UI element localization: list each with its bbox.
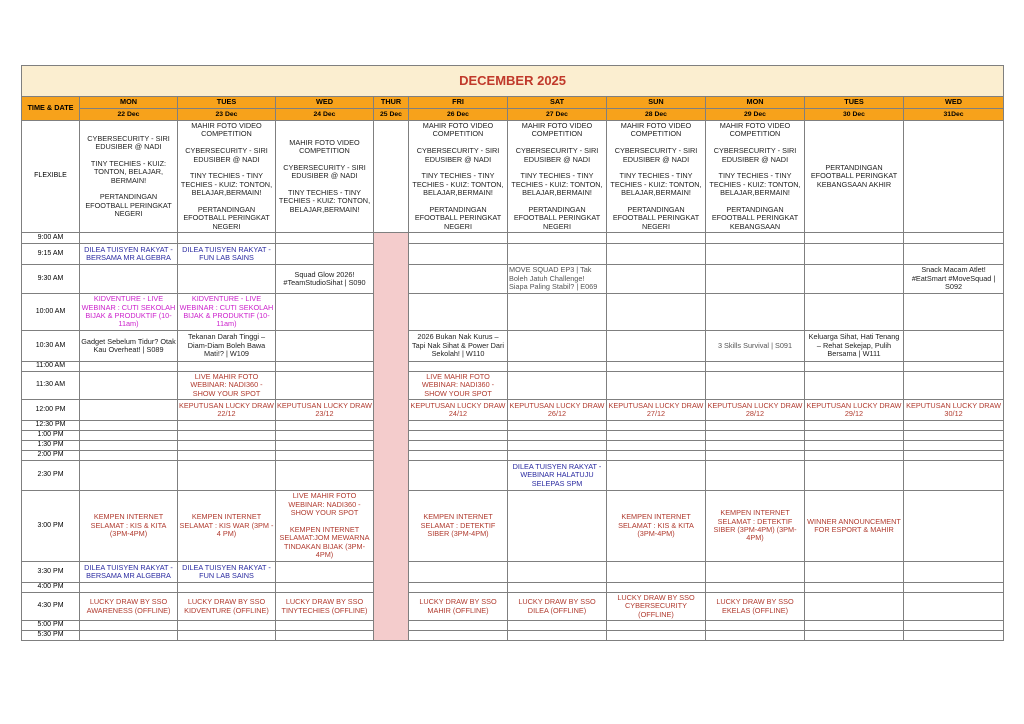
time-slot-label: 11:30 AM: [22, 372, 80, 400]
event-cell: [607, 421, 706, 431]
time-slot-label: 5:30 PM: [22, 631, 80, 641]
date-header: 22 Dec: [80, 109, 178, 121]
event-text: KEMPEN INTERNET SELAMAT : DETEKTIF SIBER (3PM-4PM): [420, 512, 496, 539]
event-cell: [607, 121, 706, 233]
event-cell: [706, 562, 805, 583]
event-cell: [904, 121, 1004, 233]
event-cell: [805, 451, 904, 461]
event-text: MAHIR FOTO VIDEO COMPETITION CYBERSECURITY - SIRI EDUSIBER @ NADI TINY TECHIES - TINY TECHIES - KUIZ: TONTON, BELAJAR,BERMAIN! PERTANDINGAN EFOOTBALL PERINGKAT NEGERI: [412, 120, 504, 231]
event-cell: [706, 121, 805, 233]
event-text: DILEA TUISYEN RAKYAT - BERSAMA MR ALGEBRA: [84, 562, 173, 580]
event-text: Keluarga Sihat, Hati Tenang – Rehat Sekejap, Pulih Bersama | W111: [808, 332, 900, 359]
time-slot-label: 2:30 PM: [22, 461, 80, 491]
schedule-row: [22, 583, 1004, 593]
holiday-column-cell: [374, 233, 409, 641]
day-header: TUES: [805, 97, 904, 109]
event-cell: [80, 593, 178, 621]
event-text: CYBERSECURITY - SIRI EDUSIBER @ NADI TINY TECHIES - KUIZ: TONTON, BELAJAR, BERMAIN! PERTANDINGAN EFOOTBALL PERINGKAT NEGERI: [85, 133, 172, 219]
event-cell: [276, 431, 374, 441]
event-text: Snack Macam Atlet! #EatSmart #MoveSquad | S092: [911, 265, 996, 292]
time-slot-label: 2:00 PM: [22, 451, 80, 461]
schedule-row: [22, 400, 1004, 421]
date-header: 26 Dec: [409, 109, 508, 121]
event-cell: [805, 400, 904, 421]
event-text: KEMPEN INTERNET SELAMAT : KIS WAR (3PM - 4 PM): [179, 512, 274, 539]
event-cell: [178, 265, 276, 294]
time-slot-label: 10:30 AM: [22, 331, 80, 362]
event-text: DILEA TUISYEN RAKYAT - FUN LAB SAINS: [182, 244, 271, 262]
event-cell: [607, 631, 706, 641]
event-text: LUCKY DRAW BY SSO EKELAS (OFFLINE): [716, 597, 794, 615]
event-cell: [508, 421, 607, 431]
date-header: 30 Dec: [805, 109, 904, 121]
time-slot-label: FLEXIBLE: [22, 121, 80, 233]
schedule-row: [22, 372, 1004, 400]
event-cell: [805, 294, 904, 331]
event-cell: [805, 233, 904, 244]
schedule-row: [22, 593, 1004, 621]
event-cell: [276, 451, 374, 461]
day-header: WED: [276, 97, 374, 109]
event-text: MAHIR FOTO VIDEO COMPETITION CYBERSECURITY - SIRI EDUSIBER @ NADI TINY TECHIES - TINY TECHIES - KUIZ: TONTON, BELAJAR,BERMAIN! PERTANDINGAN EFOOTBALL PERINGKAT NEGERI: [511, 120, 603, 231]
event-cell: [178, 362, 276, 372]
event-cell: [607, 372, 706, 400]
event-text: MOVE SQUAD EP3 | Tak Boleh Jatuh Challenge! Siapa Paling Stabil? | E069: [509, 265, 598, 292]
event-cell: [706, 631, 805, 641]
event-cell: [607, 294, 706, 331]
event-text: KEMPEN INTERNET SELAMAT : DETEKTIF SIBER (3PM-4PM) (3PM-4PM): [713, 508, 797, 543]
event-cell: [607, 233, 706, 244]
event-cell: [80, 233, 178, 244]
event-cell: [409, 441, 508, 451]
event-cell: [607, 331, 706, 362]
time-slot-label: 1:30 PM: [22, 441, 80, 451]
event-cell: [276, 362, 374, 372]
schedule-row: [22, 562, 1004, 583]
event-text: DILEA TUISYEN RAKYAT - BERSAMA MR ALGEBRA: [84, 244, 173, 262]
event-cell: [607, 491, 706, 562]
event-cell: [178, 441, 276, 451]
event-cell: [508, 583, 607, 593]
event-text: WINNER ANNOUNCEMENT FOR ESPORT & MAHIR: [807, 516, 901, 534]
event-cell: [178, 244, 276, 265]
event-cell: [276, 421, 374, 431]
event-cell: [276, 621, 374, 631]
event-cell: [706, 593, 805, 621]
event-text: KEMPEN INTERNET SELAMAT : KIS & KITA (3PM-4PM): [90, 512, 167, 539]
event-cell: [409, 451, 508, 461]
event-cell: [409, 421, 508, 431]
event-cell: [409, 244, 508, 265]
event-text: Gadget Sebelum Tidur? Otak Kau Overheat! | S089: [81, 336, 176, 354]
event-cell: [409, 400, 508, 421]
event-cell: [178, 593, 276, 621]
time-slot-label: 3:00 PM: [22, 491, 80, 562]
event-cell: [276, 461, 374, 491]
event-cell: [805, 431, 904, 441]
event-cell: [607, 400, 706, 421]
date-header: 25 Dec: [374, 109, 409, 121]
event-cell: [706, 372, 805, 400]
schedule-row: [22, 233, 1004, 244]
event-cell: [276, 441, 374, 451]
day-header: THUR: [374, 97, 409, 109]
event-cell: [80, 431, 178, 441]
event-text: 3 Skills Survival | S091: [717, 340, 793, 350]
event-cell: [276, 244, 374, 265]
event-text: KEPUTUSAN LUCKY DRAW 28/12: [707, 400, 803, 418]
schedule-row: [22, 362, 1004, 372]
event-cell: [508, 331, 607, 362]
event-cell: [607, 593, 706, 621]
event-cell: [276, 583, 374, 593]
event-cell: [508, 441, 607, 451]
event-cell: [904, 244, 1004, 265]
event-cell: [80, 421, 178, 431]
event-text: PERTANDINGAN EFOOTBALL PERINGKAT KEBANGSAAN AKHIR: [810, 162, 898, 189]
schedule-row: [22, 631, 1004, 641]
time-slot-label: 12:00 PM: [22, 400, 80, 421]
event-cell: [80, 121, 178, 233]
day-header: SUN: [607, 97, 706, 109]
event-cell: [904, 233, 1004, 244]
event-cell: [805, 362, 904, 372]
event-text: KEPUTUSAN LUCKY DRAW 24/12: [410, 400, 506, 418]
event-cell: [178, 233, 276, 244]
schedule-row: [22, 491, 1004, 562]
date-header: 23 Dec: [178, 109, 276, 121]
time-date-header: TIME & DATE: [22, 97, 80, 121]
event-cell: [508, 244, 607, 265]
event-cell: [706, 451, 805, 461]
event-cell: [508, 372, 607, 400]
event-cell: [904, 294, 1004, 331]
event-cell: [706, 233, 805, 244]
event-cell: [409, 583, 508, 593]
event-text: LUCKY DRAW BY SSO KIDVENTURE (OFFLINE): [184, 597, 269, 615]
event-cell: [80, 331, 178, 362]
event-cell: [706, 294, 805, 331]
event-cell: [178, 562, 276, 583]
event-text: KEPUTUSAN LUCKY DRAW 29/12: [806, 400, 902, 418]
event-cell: [805, 621, 904, 631]
event-cell: [508, 362, 607, 372]
schedule-row: [22, 294, 1004, 331]
event-cell: [409, 461, 508, 491]
event-cell: [178, 621, 276, 631]
event-cell: [276, 121, 374, 233]
event-cell: [607, 265, 706, 294]
schedule-row: [22, 621, 1004, 631]
event-text: DILEA TUISYEN RAKYAT - FUN LAB SAINS: [182, 562, 271, 580]
event-text: LUCKY DRAW BY SSO DILEA (OFFLINE): [518, 597, 596, 615]
schedule-row: [22, 121, 1004, 233]
event-cell: [276, 400, 374, 421]
event-cell: [508, 233, 607, 244]
event-cell: [178, 631, 276, 641]
event-text: LUCKY DRAW BY SSO TINYTECHIES (OFFLINE): [281, 597, 368, 615]
event-cell: [508, 121, 607, 233]
event-cell: [607, 461, 706, 491]
event-cell: [706, 244, 805, 265]
event-text: LIVE MAHIR FOTO WEBINAR: NADI360 - SHOW YOUR SPOT KEMPEN INTERNET SELAMAT:JOM MEWARNA TINDAKAN BIJAK (3PM-4PM): [279, 491, 370, 560]
schedule-row: [22, 451, 1004, 461]
event-cell: [904, 400, 1004, 421]
event-cell: [904, 372, 1004, 400]
event-cell: [409, 562, 508, 583]
time-slot-label: 12:30 PM: [22, 421, 80, 431]
page-title: DECEMBER 2025: [22, 66, 1004, 97]
event-cell: [276, 233, 374, 244]
time-slot-label: 10:00 AM: [22, 294, 80, 331]
event-cell: [178, 451, 276, 461]
event-cell: [508, 400, 607, 421]
event-cell: [80, 372, 178, 400]
event-text: LIVE MAHIR FOTO WEBINAR: NADI360 - SHOW YOUR SPOT: [421, 371, 495, 398]
event-cell: [178, 491, 276, 562]
event-cell: [276, 593, 374, 621]
event-cell: [508, 631, 607, 641]
event-cell: [374, 121, 409, 233]
event-text: 2026 Bukan Nak Kurus – Tapi Nak Sihat & Power Dari Sekolah! | W110: [411, 332, 505, 359]
event-cell: [805, 244, 904, 265]
event-cell: [276, 265, 374, 294]
event-cell: [607, 451, 706, 461]
event-cell: [508, 593, 607, 621]
event-cell: [409, 372, 508, 400]
event-cell: [80, 621, 178, 631]
event-cell: [904, 451, 1004, 461]
event-cell: [80, 362, 178, 372]
event-cell: [80, 244, 178, 265]
schedule-row: [22, 431, 1004, 441]
event-text: KEPUTUSAN LUCKY DRAW 27/12: [608, 400, 704, 418]
event-cell: [904, 631, 1004, 641]
event-cell: [805, 121, 904, 233]
event-cell: [80, 265, 178, 294]
event-cell: [904, 331, 1004, 362]
event-cell: [80, 562, 178, 583]
event-cell: [276, 294, 374, 331]
event-cell: [178, 121, 276, 233]
event-cell: [904, 562, 1004, 583]
event-cell: [80, 451, 178, 461]
event-cell: [706, 441, 805, 451]
event-cell: [178, 372, 276, 400]
event-cell: [706, 400, 805, 421]
day-header: FRI: [409, 97, 508, 109]
event-cell: [706, 621, 805, 631]
event-text: LIVE MAHIR FOTO WEBINAR: NADI360 - SHOW YOUR SPOT: [190, 371, 263, 398]
event-cell: [80, 583, 178, 593]
time-slot-label: 9:15 AM: [22, 244, 80, 265]
event-cell: [904, 593, 1004, 621]
event-text: MAHIR FOTO VIDEO COMPETITION CYBERSECURITY - SIRI EDUSIBER @ NADI TINY TECHIES - TINY TECHIES - KUIZ: TONTON, BELAJAR,BERMAIN! PERTANDINGAN EFOOTBALL PERINGKAT NEGERI: [610, 120, 702, 231]
time-slot-label: 5:00 PM: [22, 621, 80, 631]
event-text: KEMPEN INTERNET SELAMAT : KIS & KITA (3PM-4PM): [618, 512, 694, 539]
time-slot-label: 11:00 AM: [22, 362, 80, 372]
event-cell: [409, 294, 508, 331]
event-cell: [607, 583, 706, 593]
event-cell: [805, 441, 904, 451]
event-cell: [178, 421, 276, 431]
date-header: 27 Dec: [508, 109, 607, 121]
schedule-row: [22, 441, 1004, 451]
event-text: KIDVENTURE - LIVE WEBINAR : CUTI SEKOLAH BIJAK & PRODUKTIF (10-11am): [81, 294, 176, 329]
event-text: MAHIR FOTO VIDEO COMPETITION CYBERSECURITY - SIRI EDUSIBER @ NADI TINY TECHIES - TINY TECHIES - KUIZ: TONTON, BELAJAR,BERMAIN! PERTANDINGAN EFOOTBALL PERINGKAT NEGERI: [180, 120, 273, 231]
event-cell: [276, 372, 374, 400]
event-cell: [178, 431, 276, 441]
event-cell: [904, 362, 1004, 372]
event-cell: [706, 491, 805, 562]
date-header: 29 Dec: [706, 109, 805, 121]
event-cell: [706, 421, 805, 431]
event-cell: [904, 621, 1004, 631]
time-slot-label: 1:00 PM: [22, 431, 80, 441]
event-cell: [706, 431, 805, 441]
event-cell: [607, 441, 706, 451]
event-cell: [508, 461, 607, 491]
event-cell: [904, 441, 1004, 451]
time-slot-label: 9:30 AM: [22, 265, 80, 294]
event-text: LUCKY DRAW BY SSO AWARENESS (OFFLINE): [86, 597, 171, 615]
schedule-row: [22, 331, 1004, 362]
schedule-row: [22, 461, 1004, 491]
event-cell: [805, 372, 904, 400]
event-text: LUCKY DRAW BY SSO MAHIR (OFFLINE): [419, 597, 497, 615]
event-cell: [178, 461, 276, 491]
event-cell: [276, 631, 374, 641]
event-cell: [904, 583, 1004, 593]
event-cell: [409, 621, 508, 631]
event-cell: [178, 583, 276, 593]
day-header: SAT: [508, 97, 607, 109]
event-cell: [706, 331, 805, 362]
event-text: Squad Glow 2026! #TeamStudioSihat | S090: [283, 269, 366, 287]
event-text: Tekanan Darah Tinggi – Diam-Diam Boleh Bawa Mati!? | W109: [187, 332, 266, 359]
event-text: MAHIR FOTO VIDEO COMPETITION CYBERSECURITY - SIRI EDUSIBER @ NADI TINY TECHIES - TINY TECHIES - KUIZ: TONTON, BELAJAR,BERMAIN! PERTANDINGAN EFOOTBALL PERINGKAT KEBANGSAAN: [709, 120, 801, 231]
event-cell: [409, 593, 508, 621]
date-header: 31Dec: [904, 109, 1004, 121]
event-cell: [409, 631, 508, 641]
event-text: KIDVENTURE - LIVE WEBINAR : CUTI SEKOLAH BIJAK & PRODUKTIF (10-11am): [179, 294, 274, 329]
event-cell: [409, 362, 508, 372]
schedule-row: [22, 244, 1004, 265]
event-cell: [904, 421, 1004, 431]
date-header: 24 Dec: [276, 109, 374, 121]
event-cell: [178, 294, 276, 331]
event-cell: [805, 631, 904, 641]
day-header: WED: [904, 97, 1004, 109]
event-cell: [80, 441, 178, 451]
event-text: KEPUTUSAN LUCKY DRAW 30/12: [906, 400, 1001, 418]
schedule-row: [22, 265, 1004, 294]
event-cell: [607, 621, 706, 631]
event-text: KEPUTUSAN LUCKY DRAW 26/12: [509, 400, 605, 418]
event-cell: [805, 421, 904, 431]
event-cell: [409, 265, 508, 294]
event-cell: [805, 491, 904, 562]
event-cell: [409, 121, 508, 233]
time-slot-label: 4:30 PM: [22, 593, 80, 621]
event-cell: [706, 265, 805, 294]
event-cell: [706, 461, 805, 491]
event-cell: [607, 562, 706, 583]
event-cell: [805, 593, 904, 621]
event-cell: [805, 331, 904, 362]
event-cell: [607, 431, 706, 441]
event-cell: [904, 265, 1004, 294]
event-cell: [508, 491, 607, 562]
event-cell: [607, 362, 706, 372]
event-cell: [409, 331, 508, 362]
event-cell: [508, 265, 607, 294]
event-cell: [276, 562, 374, 583]
event-text: LUCKY DRAW BY SSO CYBERSECURITY (OFFLINE): [617, 592, 695, 619]
event-text: KEPUTUSAN LUCKY DRAW 22/12: [179, 400, 274, 418]
schedule-table: [21, 65, 1004, 641]
event-text: DILEA TUISYEN RAKYAT - WEBINAR HALATUJU SELEPAS SPM: [512, 461, 602, 488]
event-cell: [178, 400, 276, 421]
event-text: MAHIR FOTO VIDEO COMPETITION CYBERSECURITY - SIRI EDUSIBER @ NADI TINY TECHIES - TINY TECHIES - KUIZ: TONTON, BELAJAR,BERMAIN!: [278, 137, 371, 214]
event-cell: [80, 294, 178, 331]
event-cell: [276, 331, 374, 362]
event-cell: [409, 233, 508, 244]
event-cell: [706, 583, 805, 593]
event-cell: [178, 331, 276, 362]
event-text: KEPUTUSAN LUCKY DRAW 23/12: [277, 400, 372, 418]
event-cell: [706, 362, 805, 372]
event-cell: [508, 562, 607, 583]
event-cell: [904, 491, 1004, 562]
event-cell: [80, 491, 178, 562]
day-header: MON: [80, 97, 178, 109]
event-cell: [805, 583, 904, 593]
event-cell: [805, 461, 904, 491]
date-header: 28 Dec: [607, 109, 706, 121]
event-cell: [80, 631, 178, 641]
event-cell: [80, 400, 178, 421]
event-cell: [508, 294, 607, 331]
event-cell: [276, 491, 374, 562]
time-slot-label: 4:00 PM: [22, 583, 80, 593]
day-header: TUES: [178, 97, 276, 109]
event-cell: [508, 431, 607, 441]
event-cell: [805, 265, 904, 294]
event-cell: [904, 431, 1004, 441]
event-cell: [508, 451, 607, 461]
event-cell: [508, 621, 607, 631]
event-cell: [409, 431, 508, 441]
event-cell: [904, 461, 1004, 491]
event-cell: [607, 244, 706, 265]
event-cell: [80, 461, 178, 491]
event-cell: [805, 562, 904, 583]
time-slot-label: 3:30 PM: [22, 562, 80, 583]
event-cell: [409, 491, 508, 562]
day-header: MON: [706, 97, 805, 109]
time-slot-label: 9:00 AM: [22, 233, 80, 244]
schedule-row: [22, 421, 1004, 431]
